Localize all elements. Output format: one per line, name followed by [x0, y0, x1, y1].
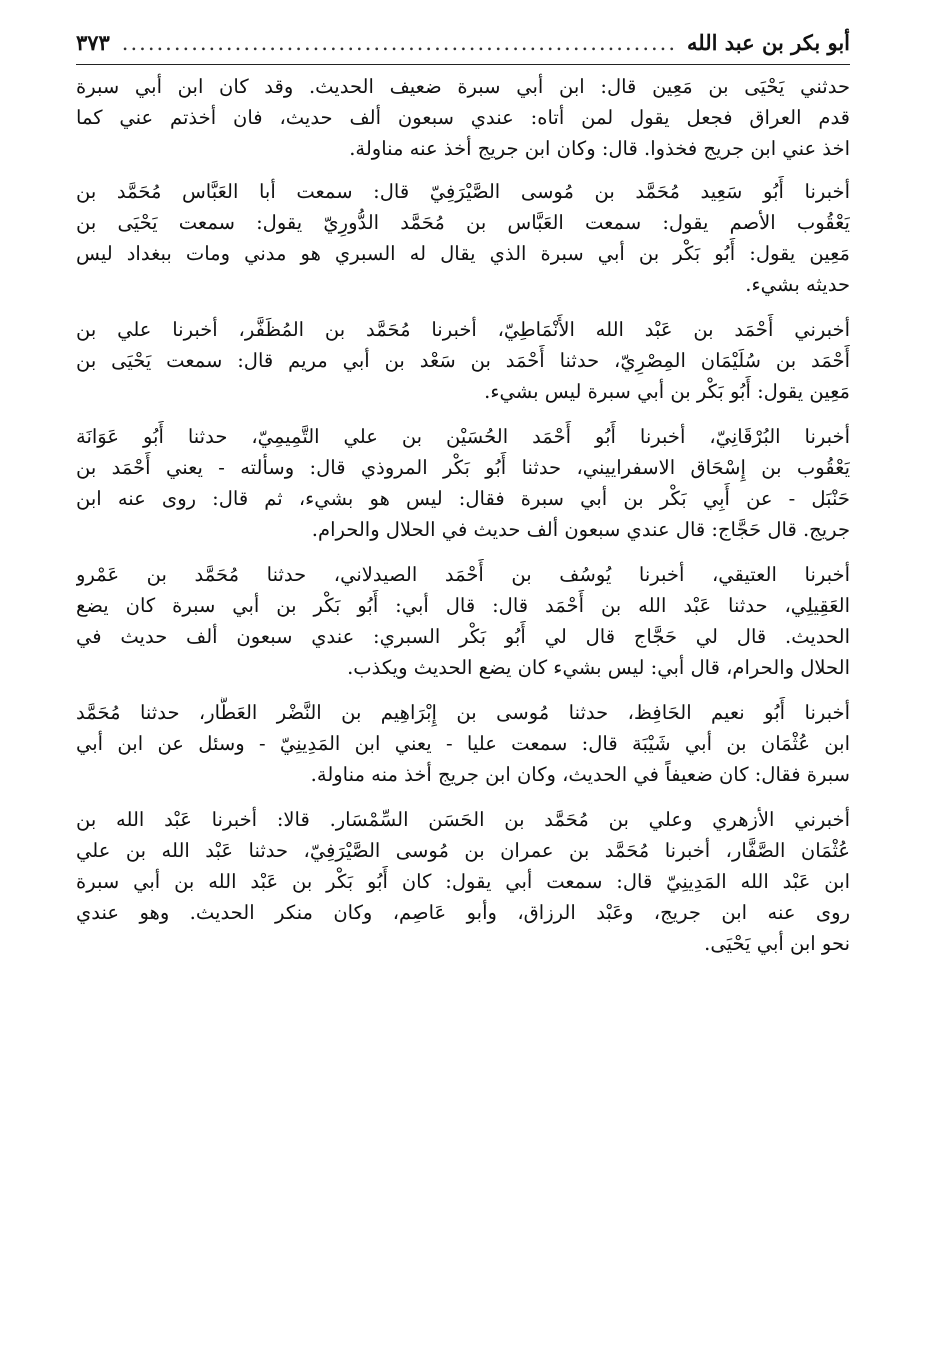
paragraph [76, 804, 850, 959]
text-line: نحو ابن أبي يَحْيَى. [704, 932, 850, 955]
text-line: أَحْمَد بن سُلَيْمَان المِصْرِيّ، حدثنا أَحْمَد بن سَعْد بن أبي مريم قال: سمعت يَحْيَى بن [76, 349, 850, 372]
header-title: أبو بكر بن عبد الله [687, 30, 850, 55]
text-line: ابن عُثْمَان بن أبي شَيْبَة قال: سمعت عليا - يعني ابن المَدِينِيّ - وسئل عن ابن أبي [76, 732, 850, 755]
text-line: يَعْقُوب بن إِسْحَاق الاسفراييني، حدثنا أَبُو بَكْر المروذي قال: وسألته - يعني أَحْمَد بن [76, 456, 850, 479]
paragraph [76, 559, 850, 683]
text-line: حَنْبَل - عن أَبِي بَكْر بن أبي سبرة فقال: ليس هو بشيء، ثم قال: روى عنه ابن [76, 487, 850, 510]
text-line: الحلال والحرام، قال أبي: ليس بشيء كان يضع الحديث ويكذب. [347, 656, 850, 679]
book-page [76, 30, 850, 1350]
text-line: العَقِيلِي، حدثنا عَبْد الله بن أَحْمَد قال: قال أبي: أَبُو بَكْر بن أبي سبرة كان يضع [76, 594, 850, 617]
text-line: حديثه بشيء. [745, 273, 850, 296]
text-line: أخبرنا العتيقي، أخبرنا يُوسُف بن أَحْمَد الصيدلاني، حدثنا مُحَمَّد بن عَمْرو [76, 563, 850, 586]
text-line: أخبرني الأزهري وعلي بن مُحَمَّد بن الحَسَن السِّمْسَار. قالا: أخبرنا عَبْد الله بن [76, 808, 850, 831]
leader-dots [120, 31, 677, 55]
text-line: روى عنه ابن جريج، وعَبْد الرزاق، وأبو عَاصِم، وكان منكر الحديث. وهو عندي [76, 901, 850, 924]
text-line: ابن عَبْد الله المَدِينِيّ قال: سمعت أبي يقول: كان أَبُو بَكْر بن عَبْد الله بن أبي سبرة [76, 870, 850, 893]
text-line: قدم العراق فجعل يقول لمن أتاه: عندي سبعون ألف حديث، فان أخذتم عني كما [76, 106, 850, 129]
text-line: يَعْقُوب الأصم يقول: سمعت العَبَّاس بن مُحَمَّد الدُّورِيّ يقول: سمعت يَحْيَى بن [76, 211, 850, 234]
text-line: أخبرنا أَبُو نعيم الحَافِظ، حدثنا مُوسى بن إِبْرَاهِيم بن النَّضْر العَطَّار، حدثنا مُحَمَّد [76, 701, 850, 724]
text-line: الحديث. قال لي حَجَّاج قال لي أَبُو بَكْر السبري: عندي سبعون ألف حديث في [76, 625, 850, 648]
text-line: مَعِين يقول: أَبُو بَكْر بن أبي سبرة الذي يقال له السبري هو مدني ومات ببغداد ليس [76, 242, 850, 265]
text-line: اخذ عني ابن جريج فخذوا. قال: وكان ابن جريج أخذ عنه مناولة. [349, 137, 850, 160]
paragraph [76, 71, 850, 164]
text-line: مَعِين يقول: أَبُو بَكْر بن أبي سبرة ليس بشيء. [484, 380, 850, 403]
text-line: جريج. قال حَجَّاج: قال عندي سبعون ألف حديث في الحلال والحرام. [311, 518, 850, 541]
text-line: حدثني يَحْيَى بن مَعِين قال: ابن أبي سبرة ضعيف الحديث. وقد كان ابن أبي سبرة [76, 75, 850, 98]
paragraph [76, 421, 850, 545]
text-line: أخبرنا أَبُو سَعِيد مُحَمَّد بن مُوسى الصَّيْرَفِيّ قال: سمعت أبا العَبَّاس مُحَمَّد بن [76, 180, 850, 203]
paragraph [76, 314, 850, 407]
paragraph [76, 176, 850, 300]
text-line: أخبرني أَحْمَد بن عَبْد الله الأَنْمَاطِيّ، أخبرنا مُحَمَّد بن المُظَفَّر، أخبرنا علي بن [76, 318, 850, 341]
text-line: سبرة فقال: كان ضعيفاً في الحديث، وكان ابن جريج أخذ منه مناولة. [310, 763, 850, 786]
page-number: ٣٧٣ [76, 30, 110, 55]
text-line: أخبرنا البُرْقَانِيّ، أخبرنا أَبُو أَحْمَد الحُسَيْن بن علي التَّمِيمِيّ، حدثنا أَبُو عَوَانَة [76, 425, 850, 448]
text-line: عُثْمَان الصَّفَّار، أخبرنا مُحَمَّد بن عمران بن مُوسى الصَّيْرَفِيّ، حدثنا عَبْد الله بن علي [76, 839, 850, 862]
paragraph [76, 697, 850, 790]
running-head [76, 30, 850, 65]
body-text [76, 71, 850, 959]
